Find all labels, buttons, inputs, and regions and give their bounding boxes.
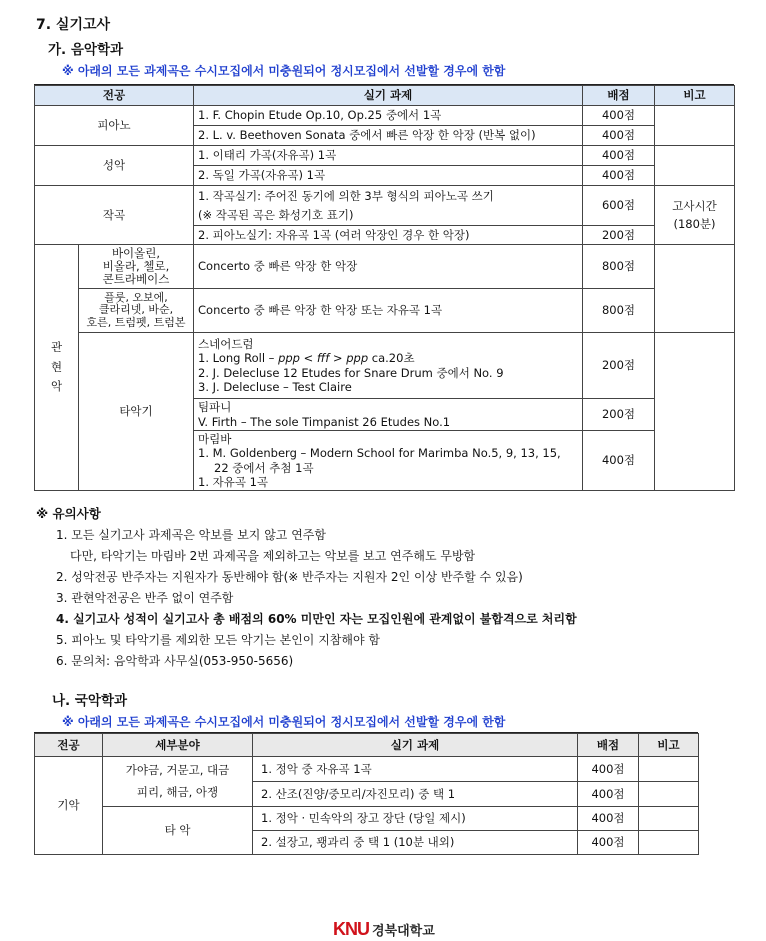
field-line: 피리, 해금, 아쟁 (136, 784, 219, 799)
instrument-line: 비올라, 첼로, (102, 258, 170, 273)
score-cell: 800점 (583, 245, 655, 289)
task-text: 1. Long Roll – (198, 351, 279, 366)
footer-logo (333, 919, 435, 940)
task-line: 22 중에서 추첨 1곡 (214, 460, 314, 475)
table-row (35, 757, 699, 782)
task-text: ca.20초 (368, 351, 415, 366)
field-group-2: 타 악 (103, 807, 253, 855)
note-2: 2. 성악전공 반주자는 지원자가 동반해야 함(※ 반주자는 지원자 2인 이상 반주할 수 있음) (56, 570, 523, 584)
table-row (35, 807, 699, 831)
header-remark: 비고 (655, 86, 735, 106)
score-cell: 400점 (583, 431, 655, 491)
section-title: 7. 실기고사 (36, 17, 111, 33)
score-cell: 200점 (583, 226, 655, 245)
major-composition: 작곡 (35, 186, 194, 245)
task-cell: 1. F. Chopin Etude Op.10, Op.25 중에서 1곡 (194, 106, 583, 126)
header-task: 실기 과제 (253, 734, 578, 757)
note-6: 6. 문의처: 음악학과 사무실(053-950-5656) (56, 654, 294, 668)
remark-cell (655, 146, 735, 186)
task-subtitle: 팀파니 (198, 400, 232, 415)
knu-logo-text: 경북대학교 (372, 924, 435, 939)
major-piano: 피아노 (35, 106, 194, 146)
table-row (35, 186, 735, 226)
remark-cell (655, 245, 735, 333)
task-line (198, 351, 578, 365)
header-major: 전공 (35, 734, 103, 757)
task-cell: 2. 산조(진양/중모리/자진모리) 중 택 1 (253, 782, 578, 807)
task-cell (194, 186, 583, 226)
score-cell: 400점 (578, 807, 639, 831)
note-3: 3. 관현악전공은 반주 없이 연주함 (56, 591, 234, 605)
instrument-line: 콘트라베이스 (102, 272, 170, 287)
table-header-row (35, 86, 735, 106)
table-row (35, 333, 735, 399)
remark-cell (639, 831, 699, 855)
table-row (35, 289, 735, 333)
task-cell (194, 333, 583, 399)
task-cell: 1. 정악 중 자유곡 1곡 (253, 757, 578, 782)
field-line: 가야금, 거문고, 대금 (125, 762, 230, 777)
remark-cell (639, 757, 699, 782)
score-cell: 600점 (583, 186, 655, 226)
music-table (34, 85, 735, 491)
note-1b: 다만, 타악기는 마림바 2번 과제곡을 제외하고는 악보를 보고 연주해도 무방함 (70, 549, 476, 563)
task-cell: 1. 이태리 가곡(자유곡) 1곡 (194, 146, 583, 166)
remark-cell (655, 333, 735, 491)
major-orchestra (35, 245, 79, 491)
task-cell: 2. 설장고, 꽹과리 중 택 1 (10분 내외) (253, 831, 578, 855)
instrument-winds (79, 289, 194, 333)
instrument-line: 바이올린, (111, 245, 161, 260)
knu-logo-mark: KNU (333, 919, 369, 939)
music-dept-title: 가. 음악학과 (48, 42, 124, 58)
korean-music-notice: ※ 아래의 모든 과제곡은 수시모집에서 미충원되어 정시모집에서 선발할 경우에 한함 (62, 715, 506, 729)
score-cell: 200점 (583, 333, 655, 399)
remark-line: (180분) (673, 217, 716, 231)
task-cell (194, 399, 583, 431)
note-1a: 1. 모든 실기고사 과제곡은 악보를 보지 않고 연주함 (56, 528, 326, 542)
score-cell: 400점 (583, 106, 655, 126)
table-header-row (35, 734, 699, 757)
header-major: 전공 (35, 86, 194, 106)
task-cell (194, 431, 583, 491)
score-cell: 400점 (578, 831, 639, 855)
score-cell: 400점 (583, 166, 655, 186)
instrument-strings (79, 245, 194, 289)
task-line: 1. M. Goldenberg – Modern School for Marimba No.5, 9, 13, 15, (198, 446, 561, 461)
task-line: 1. 자유곡 1곡 (198, 474, 269, 489)
table-row (35, 146, 735, 166)
instrument-line: 클라리넷, 바순, (98, 303, 174, 317)
task-cell: 1. 정악 · 민속악의 장고 장단 (당일 제시) (253, 807, 578, 831)
korean-music-title: 나. 국악학과 (52, 693, 128, 709)
score-cell: 400점 (583, 126, 655, 146)
header-remark: 비고 (639, 734, 699, 757)
task-cell: 2. 피아노실기: 자유곡 1곡 (여러 악장인 경우 한 악장) (194, 226, 583, 245)
task-cell: 2. L. v. Beethoven Sonata 중에서 빠른 악장 한 악장 (반복 없이) (194, 126, 583, 146)
remark-cell (655, 186, 735, 245)
task-cell: 2. 독일 가곡(자유곡) 1곡 (194, 166, 583, 186)
korean-music-table (34, 733, 699, 855)
task-cell: Concerto 중 빠른 악장 한 악장 (194, 245, 583, 289)
instrument-line: 플룻, 오보에, (104, 290, 168, 304)
task-line: (※ 작곡된 곡은 화성기호 표기) (198, 207, 354, 222)
major-vocal: 성악 (35, 146, 194, 186)
score-cell: 400점 (583, 146, 655, 166)
header-score: 배점 (583, 86, 655, 106)
table-row (35, 245, 735, 289)
score-cell: 800점 (583, 289, 655, 333)
task-subtitle: 스네어드럼 (198, 336, 254, 351)
remark-cell (655, 106, 735, 146)
header-task: 실기 과제 (194, 86, 583, 106)
remark-line: 고사시간 (672, 198, 717, 213)
dynamics-text: ppp < fff > ppp (278, 351, 369, 366)
music-notice: ※ 아래의 모든 과제곡은 수시모집에서 미충원되어 정시모집에서 선발할 경우에 한함 (62, 64, 506, 78)
task-line: 3. J. Delecluse – Test Claire (198, 379, 352, 394)
major-instrumental: 기악 (35, 757, 103, 855)
task-line: V. Firth – The sole Timpanist 26 Etudes No.1 (198, 414, 451, 429)
orchestra-char: 현 (50, 359, 63, 374)
note-4: 4. 실기고사 성적이 실기고사 총 배점의 60% 미만인 자는 모집인원에 관계없이 불합격으로 처리함 (56, 612, 577, 626)
notes-title: ※ 유의사항 (36, 506, 101, 521)
remark-cell (639, 782, 699, 807)
remark-cell (639, 807, 699, 831)
score-cell: 400점 (578, 782, 639, 807)
task-line: 1. 작곡실기: 주어진 동기에 의한 3부 형식의 피아노곡 쓰기 (198, 189, 494, 204)
header-field: 세부분야 (103, 734, 253, 757)
score-cell: 200점 (583, 399, 655, 431)
score-cell: 400점 (578, 757, 639, 782)
orchestra-char: 악 (50, 379, 63, 394)
instrument-line: 호른, 트럼펫, 트럼본 (86, 315, 186, 329)
header-score: 배점 (578, 734, 639, 757)
task-cell: Concerto 중 빠른 악장 한 악장 또는 자유곡 1곡 (194, 289, 583, 333)
field-group-1 (103, 757, 253, 807)
task-line: 2. J. Delecluse 12 Etudes for Snare Drum 중에서 No. 9 (198, 365, 504, 380)
task-subtitle: 마림바 (198, 431, 232, 446)
note-5: 5. 피아노 및 타악기를 제외한 모든 악기는 본인이 지참해야 함 (56, 633, 380, 647)
table-row (35, 106, 735, 126)
instrument-percussion: 타악기 (79, 333, 194, 491)
orchestra-char: 관 (50, 340, 63, 355)
